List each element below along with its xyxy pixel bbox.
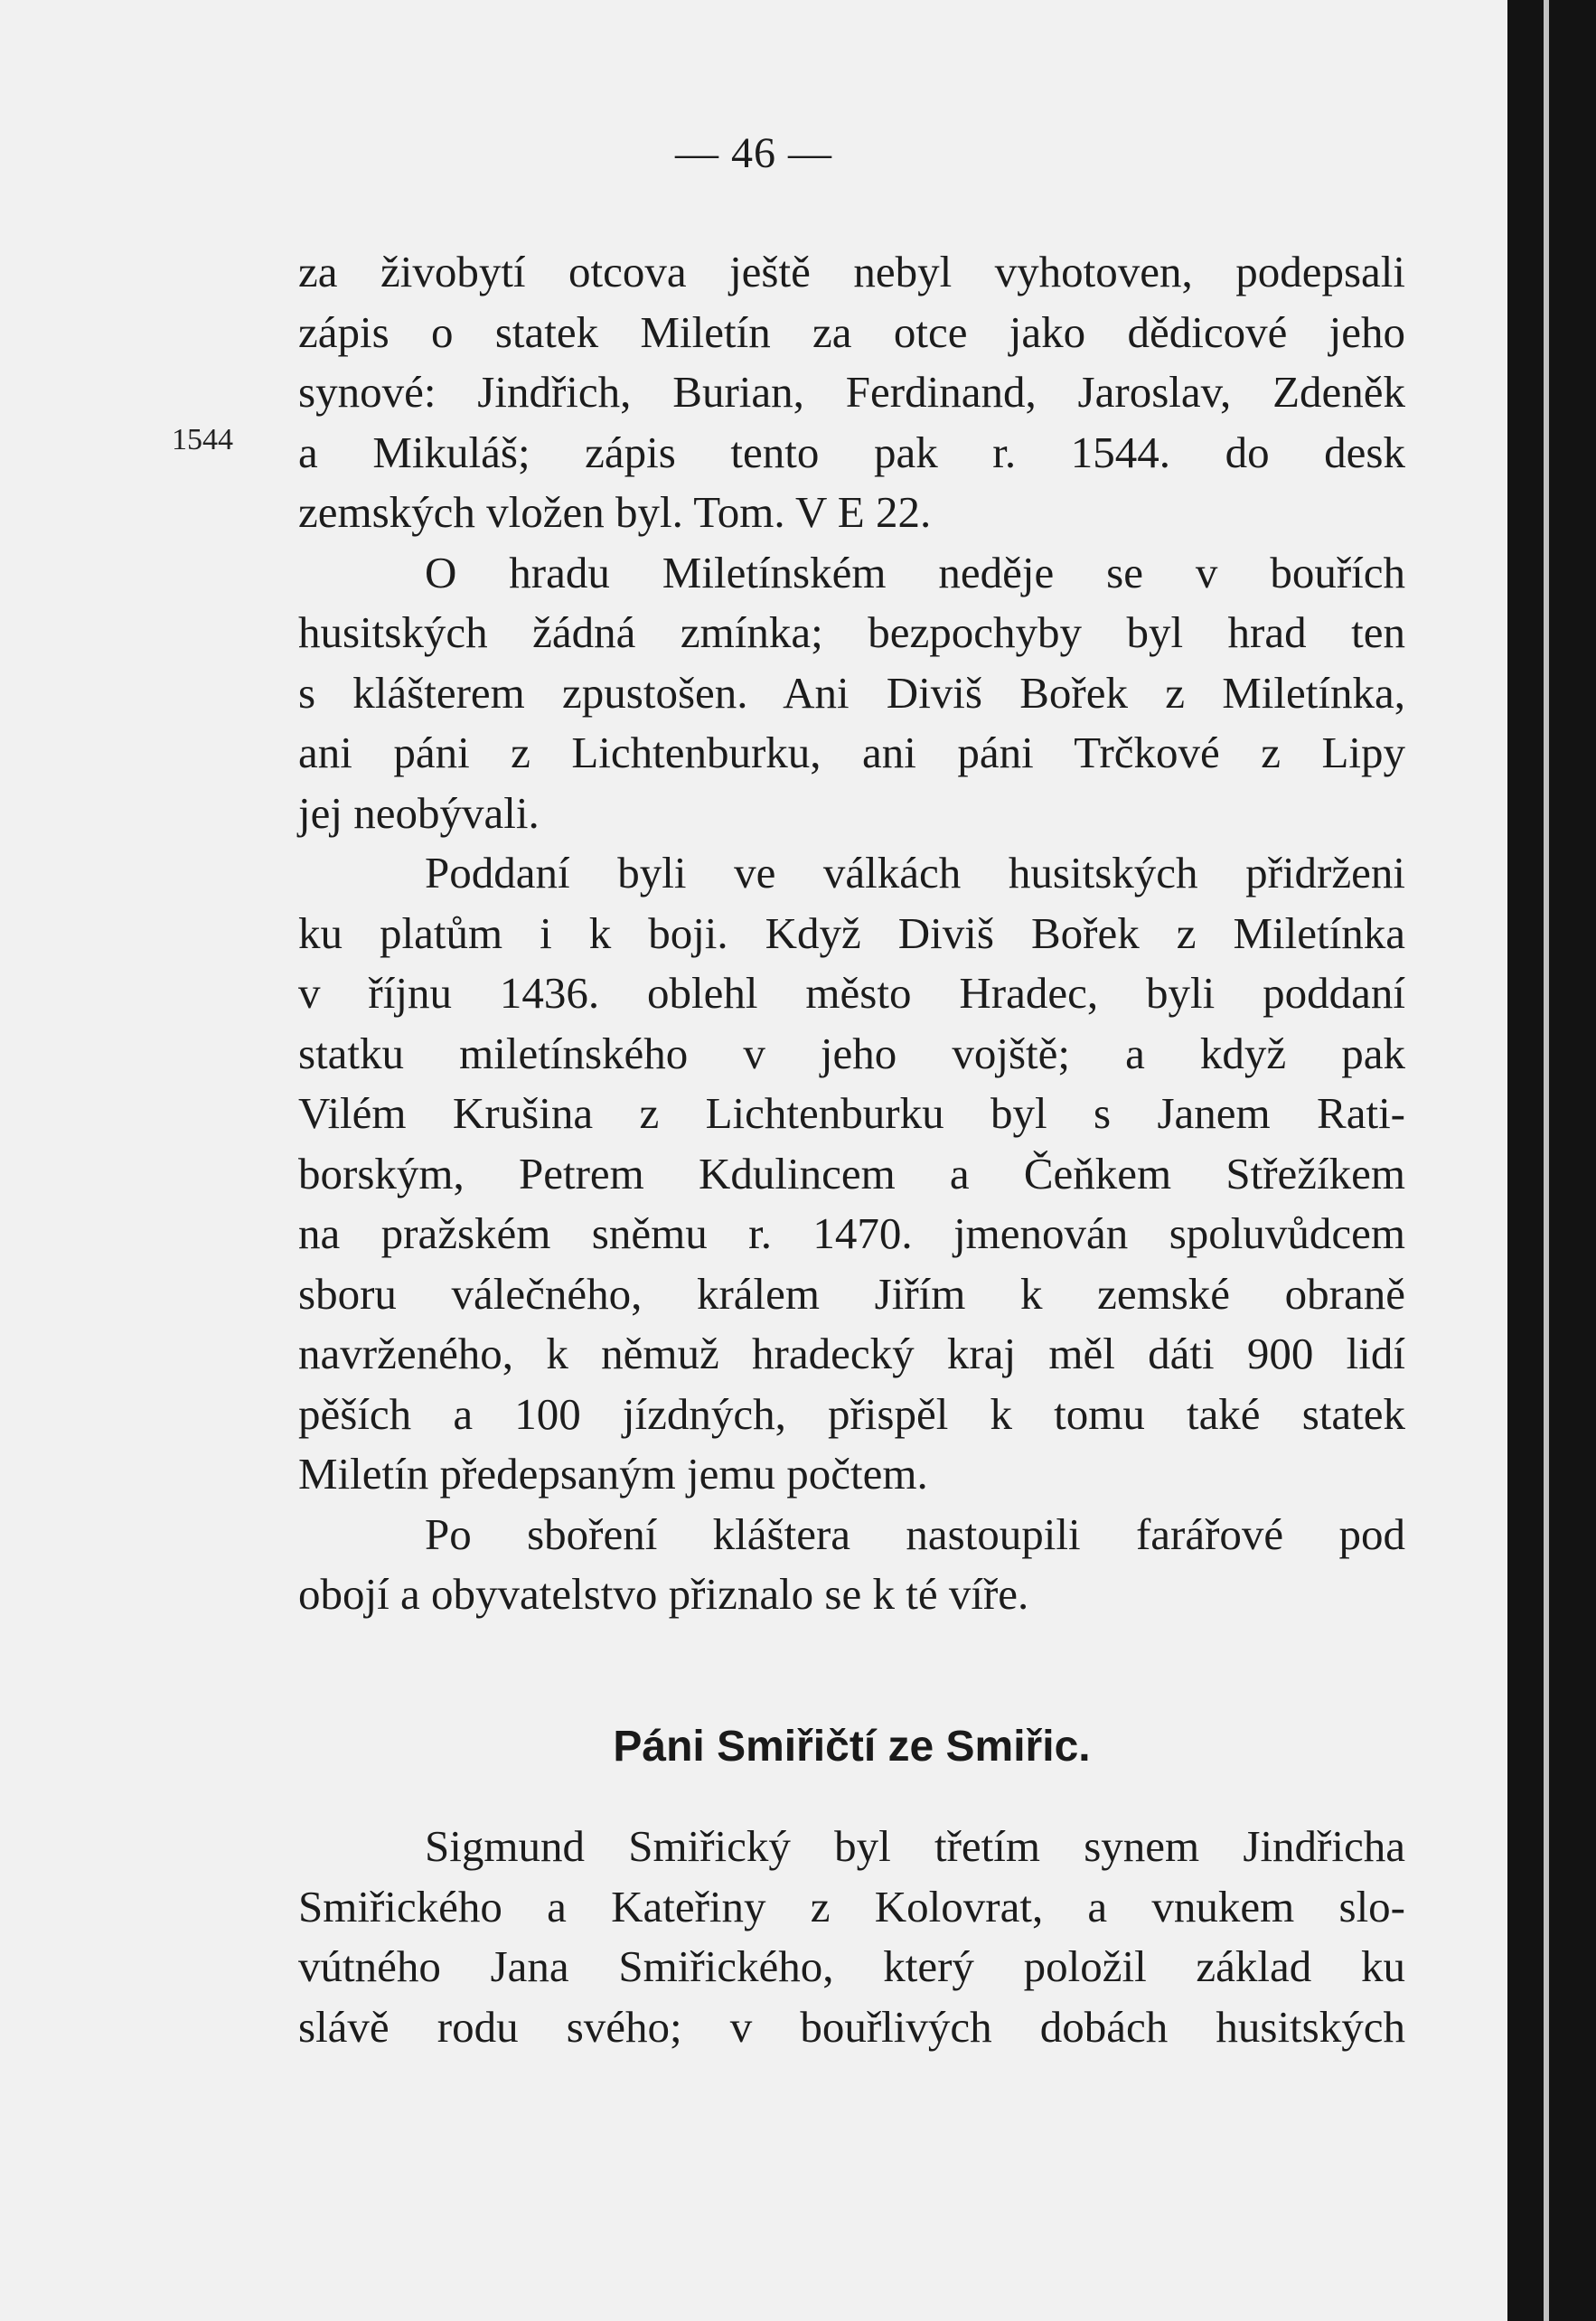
text-line: slávě rodu svého; v bouřlivých dobách husitských <box>298 2001 1405 2052</box>
text-line: O hradu Miletínském neděje se v bouřích <box>425 547 1405 597</box>
section-heading: Páni Smiřičtí ze Smiřic. <box>613 1723 1091 1771</box>
text-line: jej neobývali. <box>298 787 540 838</box>
text-line: na pražském sněmu r. 1470. jmenován spoluvůdcem <box>298 1208 1405 1258</box>
text-line: borským, Petrem Kdulincem a Čeňkem Střežíkem <box>298 1148 1405 1198</box>
page-edge-line <box>1544 0 1549 2321</box>
text-line: obojí a obyvatelstvo přiznalo se k té víře. <box>298 1569 1029 1619</box>
text-line: Smiřického a Kateřiny z Kolovrat, a vnukem slo- <box>298 1881 1405 1931</box>
text-line: Poddaní byli ve válkách husitských přidrženi <box>425 848 1405 897</box>
text-line: husitských žádná zmínka; bezpochyby byl hrad ten <box>298 607 1405 657</box>
text-line: zemských vložen byl. Tom. V E 22. <box>298 487 932 537</box>
text-line: Sigmund Smiřický byl třetím synem Jindřicha <box>425 1821 1405 1871</box>
text-line: ani páni z Lichtenburku, ani páni Trčkové z Lipy <box>298 728 1405 777</box>
text-line: sboru válečného, králem Jiřím k zemské obraně <box>298 1268 1405 1319</box>
paragraph-2 <box>298 543 1405 844</box>
text-line: v říjnu 1436. oblehl město Hradec, byli poddaní <box>298 968 1405 1018</box>
paragraph-5 <box>298 1817 1405 2057</box>
text-line: navrženého, k němuž hradecký kraj měl dáti 900 lidí <box>298 1329 1405 1378</box>
text-line: statku miletínského v jeho vojště; a když pak <box>298 1028 1405 1078</box>
body-text-top <box>298 242 1405 1625</box>
text-line: synové: Jindřich, Burian, Ferdinand, Jaroslav, Zdeněk <box>298 367 1405 417</box>
text-line: zápis o statek Miletín za otce jako dědicové jeho <box>298 306 1405 357</box>
text-line: Vilém Krušina z Lichtenburku byl s Janem Rati- <box>298 1088 1405 1138</box>
scan-border <box>1507 0 1596 2321</box>
text-line: s klášterem zpustošen. Ani Diviš Bořek z Miletínka, <box>298 667 1405 718</box>
text-line: pěších a 100 jízdných, přispěl k tomu také statek <box>298 1388 1405 1439</box>
paragraph-4 <box>298 1505 1405 1625</box>
page-number: — 46 — <box>675 129 832 177</box>
body-text-bottom <box>298 1817 1405 2057</box>
margin-year-note: 1544 <box>172 423 233 456</box>
text-line: Po sboření kláštera nastoupili farářové pod <box>425 1508 1405 1559</box>
text-line: a Mikuláš; zápis tento pak r. 1544. do desk <box>298 427 1405 477</box>
text-line: za živobytí otcova ještě nebyl vyhotoven, podepsali <box>298 247 1405 296</box>
text-line: Miletín předepsaným jemu počtem. <box>298 1449 928 1499</box>
paragraph-3 <box>298 843 1405 1505</box>
text-line: vútného Jana Smiřického, který položil základ ku <box>298 1941 1405 1991</box>
text-line: ku platům i k boji. Když Diviš Bořek z Miletínka <box>298 907 1405 958</box>
paragraph-1 <box>298 242 1405 543</box>
